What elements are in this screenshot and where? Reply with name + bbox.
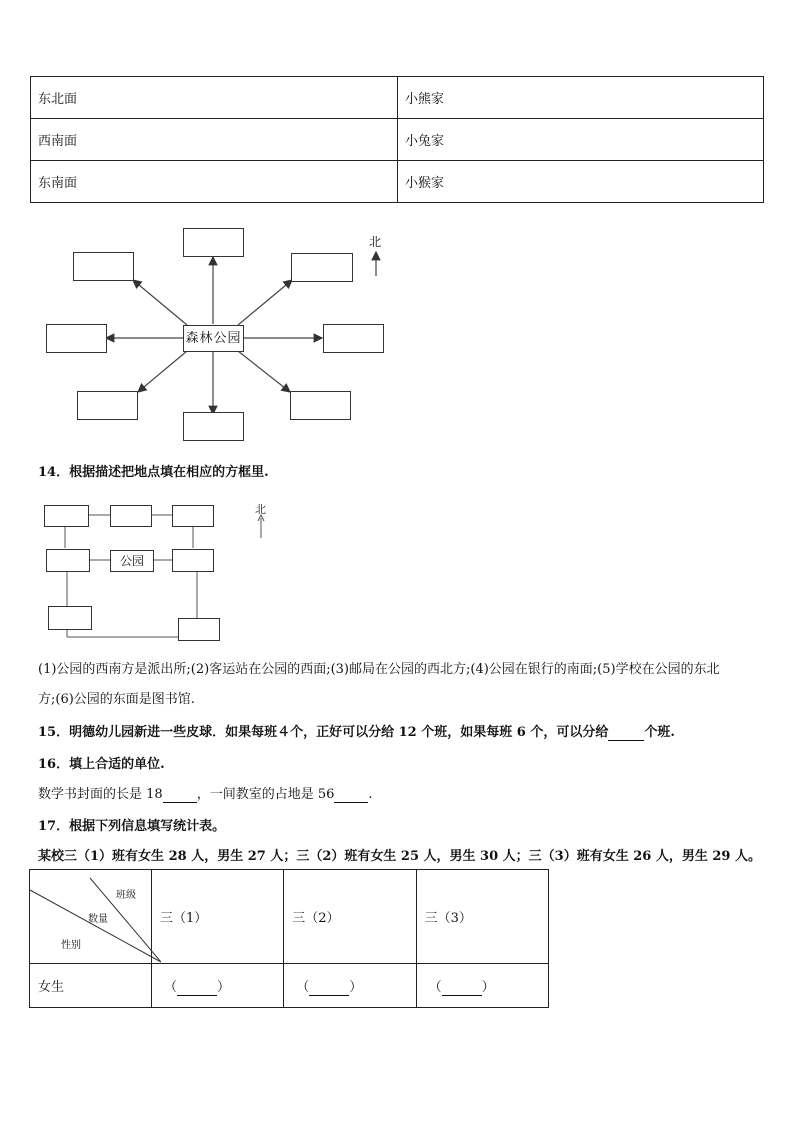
- table-cell[interactable]: [416, 964, 548, 1008]
- answer-box-southeast[interactable]: [290, 391, 351, 420]
- map-box-north[interactable]: [110, 505, 152, 527]
- paren-open: （: [163, 979, 177, 995]
- header-count: 数量: [88, 914, 108, 925]
- map-box-northeast[interactable]: [172, 505, 214, 527]
- map-box-northwest[interactable]: [44, 505, 89, 527]
- answer-blank[interactable]: [442, 980, 482, 996]
- question-17-info: 某校三（1）班有女生 28 人，男生 27 人；三（2）班有女生 25 人，男生 30 人；三（3）班有女生 26 人，男生 29 人。: [38, 849, 761, 864]
- north-label: 北: [255, 503, 266, 516]
- table-cell: 小猴家: [398, 161, 764, 203]
- paren-close: ）: [216, 979, 230, 995]
- answer-box-west[interactable]: [46, 324, 107, 353]
- table-row: [30, 964, 549, 1008]
- paren-open: （: [428, 979, 442, 995]
- answer-box-north[interactable]: [183, 228, 244, 257]
- diagonal-header-cell: [30, 870, 152, 964]
- answer-blank[interactable]: [608, 725, 644, 741]
- answer-blank[interactable]: [163, 787, 197, 803]
- header-class: 班级: [116, 890, 136, 901]
- statistics-table: [29, 869, 549, 1008]
- question-14-desc-line2: 方;(6)公园的东面是图书馆.: [38, 692, 195, 707]
- question-15: [38, 721, 675, 741]
- map-box-west[interactable]: [46, 549, 90, 572]
- map-center-park: 公园: [110, 550, 154, 572]
- question-16-body: [38, 783, 373, 803]
- question-15-suffix: 个班.: [644, 725, 675, 740]
- answer-box-northwest[interactable]: [73, 252, 134, 281]
- question-16-text-c: .: [368, 787, 373, 802]
- map-box-southwest[interactable]: [48, 606, 92, 630]
- table-header-cell: 三（2）: [284, 870, 416, 964]
- north-label: 北: [369, 235, 382, 249]
- answer-blank[interactable]: [309, 980, 349, 996]
- table-cell: 小熊家: [398, 77, 764, 119]
- question-15-text: 15．明德幼儿园新进一些皮球．如果每班４个，正好可以分给 12 个班，如果每班 6 个，可以分给: [38, 725, 609, 740]
- arrow-southwest: [138, 351, 187, 392]
- answer-blank[interactable]: [334, 787, 368, 803]
- arrow-southeast: [238, 351, 290, 392]
- table-cell: 东南面: [31, 161, 398, 203]
- map-box-east[interactable]: [172, 549, 214, 572]
- question-14-label: 14．根据描述把地点填在相应的方框里.: [38, 465, 269, 480]
- center-forest-park: 森林公园: [183, 325, 244, 352]
- table-header-cell: 三（3）: [416, 870, 548, 964]
- answer-box-south[interactable]: [183, 412, 244, 441]
- table-cell: 西南面: [31, 119, 398, 161]
- question-17-label: 17．根据下列信息填写统计表。: [38, 819, 226, 834]
- paren-close: ）: [349, 979, 363, 995]
- answer-box-southwest[interactable]: [77, 391, 138, 420]
- question-16-label: 16．填上合适的单位.: [38, 757, 165, 772]
- header-gender: 性别: [61, 940, 81, 951]
- map-box-southeast[interactable]: [178, 618, 220, 641]
- row-label-girls: 女生: [30, 964, 152, 1008]
- answer-box-east[interactable]: [323, 324, 384, 353]
- table-cell[interactable]: [284, 964, 416, 1008]
- table-cell[interactable]: [151, 964, 283, 1008]
- paren-open: （: [296, 979, 310, 995]
- answer-blank[interactable]: [177, 980, 217, 996]
- table-cell: 东北面: [31, 77, 398, 119]
- question-14-desc-line1: (1)公园的西南方是派出所;(2)客运站在公园的西面;(3)邮局在公园的西北方;(4)公园在银行的南面;(5)学校在公园的东北: [38, 662, 720, 677]
- table-header-cell: 三（1）: [151, 870, 283, 964]
- answer-box-northeast[interactable]: [291, 253, 353, 282]
- table-cell: 小兔家: [398, 119, 764, 161]
- paren-close: ）: [481, 979, 495, 995]
- question-16-text-a: 数学书封面的长是 18: [38, 787, 163, 802]
- question-16-text-b: ，一间教室的占地是 56: [196, 787, 335, 802]
- arrow-northwest: [133, 280, 187, 325]
- arrow-northeast: [238, 280, 292, 325]
- table-row: [30, 870, 549, 964]
